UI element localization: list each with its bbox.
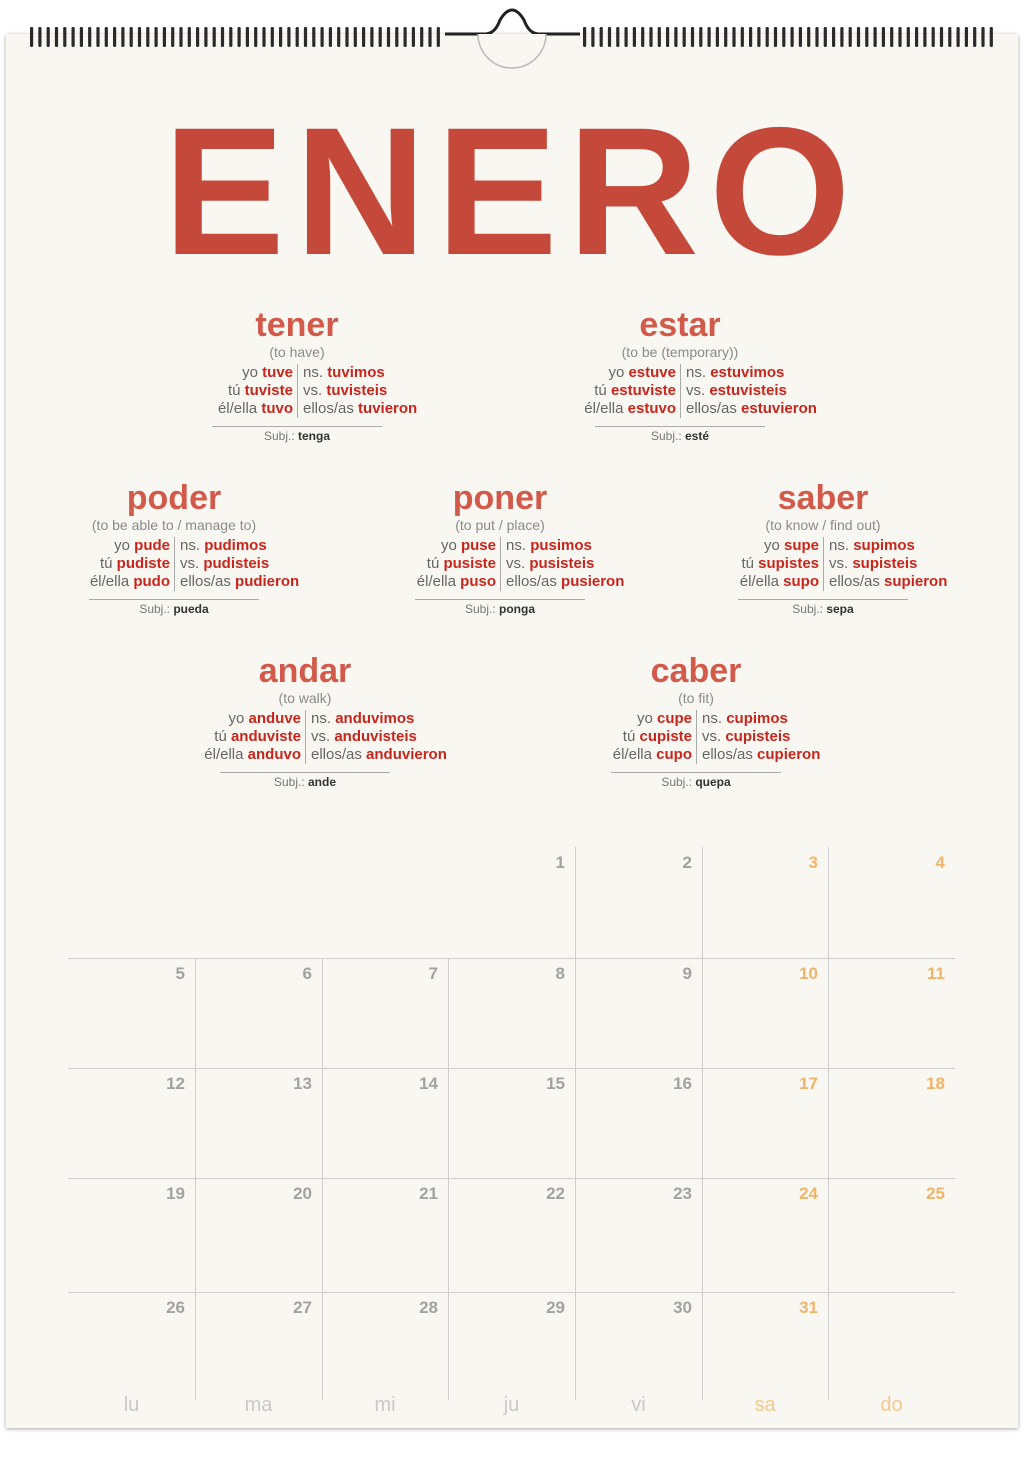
day-cell-number: 15 (546, 1074, 565, 1093)
spiral-coil (874, 27, 877, 47)
spiral-coil (691, 27, 694, 47)
subjunctive-label: Subj.: (273, 775, 305, 789)
subjunctive-label: Subj.: (263, 429, 295, 443)
month-title: ENERO (163, 89, 861, 293)
pronoun: vs. (506, 555, 526, 572)
spiral-coil (38, 27, 41, 47)
spiral-coil (437, 27, 440, 47)
verb-card-saber (643, 480, 1003, 630)
verb-form: supisteis (852, 555, 918, 572)
verb-form: anduve (248, 710, 301, 727)
spiral-coil (683, 27, 686, 47)
subjunctive-divider (89, 599, 259, 600)
weekday-label: do (880, 1394, 903, 1416)
day-cell-number: 8 (555, 964, 565, 983)
verb-form: cupo (656, 746, 692, 763)
pronoun: él/ella (584, 400, 624, 417)
verb-form: puso (460, 573, 496, 590)
spiral-coil (370, 27, 373, 47)
pronoun: vs. (311, 728, 331, 745)
verb-form: pudisteis (203, 555, 270, 572)
spiral-coil (395, 27, 398, 47)
spiral-coil (387, 27, 390, 47)
pronoun: yo (763, 537, 780, 554)
spiral-coil (616, 27, 619, 47)
spiral-coil (204, 27, 207, 47)
verb-meaning: (to have) (269, 344, 325, 360)
day-cell-number: 9 (682, 964, 692, 983)
verb-form: pudiste (116, 555, 170, 572)
verb-form: cupimos (726, 710, 788, 727)
spiral-coil (815, 27, 818, 47)
day-cell-number: 19 (166, 1184, 185, 1203)
spiral-coil (287, 27, 290, 47)
subjunctive-form: ande (308, 775, 337, 789)
spiral-coil (179, 27, 182, 47)
subjunctive (643, 601, 1003, 617)
verb-form: cupe (656, 710, 692, 727)
day-cell-number: 21 (419, 1184, 438, 1203)
spiral-coil (121, 27, 124, 47)
spiral-coil (649, 27, 652, 47)
pronoun: ns. (180, 537, 201, 554)
verb-card-tener (117, 307, 477, 457)
verb-form: pudieron (235, 573, 300, 590)
spiral-coil (404, 27, 407, 47)
spiral-coil (633, 27, 636, 47)
spiral-coil (708, 27, 711, 47)
day-cell-number: 7 (428, 964, 438, 983)
pronoun: ns. (829, 537, 850, 554)
column-divider (297, 364, 298, 418)
verb-form: tuvo (261, 400, 293, 417)
column-divider (696, 710, 697, 764)
subjunctive-label: Subj.: (139, 602, 170, 616)
day-cell-number: 11 (927, 964, 945, 983)
spiral-coil (791, 27, 794, 47)
verb-meaning: (to be (temporary)) (621, 344, 739, 360)
verb-form: tuvieron (358, 400, 418, 417)
subjunctive-divider (220, 772, 390, 773)
spiral-coil (362, 27, 365, 47)
spiral-coil (229, 27, 232, 47)
spiral-coil (30, 27, 33, 47)
pronoun: tú (594, 382, 607, 399)
day-cell-number: 18 (926, 1074, 945, 1093)
pronoun: él/ella (217, 400, 258, 417)
spiral-coil (88, 27, 91, 47)
spiral-coil (304, 27, 307, 47)
day-cell-number: 16 (673, 1074, 692, 1093)
spiral-coil (915, 27, 918, 47)
day-cell-number: 31 (799, 1298, 818, 1317)
verb-card-caber (516, 653, 876, 803)
pronoun: vs. (180, 555, 200, 572)
day-cell-number: 4 (935, 853, 945, 872)
verb-form: anduvieron (366, 746, 447, 763)
spiral-coil (428, 27, 431, 47)
day-cell-number: 6 (302, 964, 312, 983)
pronoun: él/ella (612, 746, 652, 763)
spiral-coil (221, 27, 224, 47)
verb-form: anduviste (230, 728, 301, 745)
spiral-coil (981, 27, 984, 47)
spiral-coil (882, 27, 885, 47)
column-divider (823, 537, 824, 591)
verb-infinitive: poder (126, 479, 222, 517)
spiral-coil (641, 27, 644, 47)
pronoun: tú (99, 555, 113, 572)
spiral-coil (238, 27, 241, 47)
spiral-coil (940, 27, 943, 47)
verb-card-estar (500, 307, 860, 457)
verb-infinitive: caber (650, 652, 742, 690)
pronoun: ns. (311, 710, 332, 727)
spiral-coil (188, 27, 191, 47)
spiral-coil (321, 27, 324, 47)
verb-meaning: (to fit) (678, 690, 714, 706)
verb-meaning: (to put / place) (455, 517, 545, 533)
verb-meaning: (to be able to / manage to) (91, 517, 257, 533)
day-cell-number: 1 (555, 853, 565, 872)
weekday-label: sa (754, 1394, 776, 1416)
pronoun: ellos/as (686, 400, 737, 417)
spiral-coil (898, 27, 901, 47)
day-cell-number: 12 (166, 1074, 185, 1093)
subjunctive-form: sepa (826, 602, 854, 616)
grid-column-line (702, 847, 703, 1400)
verb-card-poner (320, 480, 680, 630)
pronoun: ns. (506, 537, 527, 554)
day-cell-number: 28 (419, 1298, 438, 1317)
spiral-coil (271, 27, 274, 47)
pronoun: vs. (303, 382, 323, 399)
subjunctive-divider (415, 599, 585, 600)
spiral-coil (757, 27, 760, 47)
spiral-coil (957, 27, 960, 47)
pronoun: tú (426, 555, 440, 572)
grid-column-line (195, 958, 196, 1400)
pronoun: él/ella (89, 573, 130, 590)
pronoun: yo (440, 537, 457, 554)
spiral-coil (63, 27, 66, 47)
grid-column-line (448, 958, 449, 1400)
verb-form: estuvisteis (709, 382, 787, 399)
pronoun: yo (114, 537, 130, 554)
verb-infinitive: saber (777, 479, 869, 517)
verb-meaning: (to know / find out) (765, 517, 881, 533)
verb-infinitive: poner (452, 479, 548, 517)
pronoun: ellos/as (506, 573, 557, 590)
spiral-coil (741, 27, 744, 47)
spiral-coil (948, 27, 951, 47)
verb-form: supe (783, 537, 819, 554)
grid-column-line (575, 847, 576, 1400)
day-cell-number: 2 (682, 853, 692, 872)
spiral-coil (420, 27, 423, 47)
subjunctive-label: Subj.: (661, 775, 692, 789)
pronoun: ns. (686, 364, 707, 381)
spiral-coil (699, 27, 702, 47)
grid-column-line (828, 847, 829, 1400)
verb-infinitive: andar (258, 652, 352, 690)
conjugation-row (0, 555, 354, 573)
subjunctive-label: Subj.: (464, 602, 496, 616)
pronoun: vs. (829, 555, 849, 572)
spiral-coil (246, 27, 249, 47)
spiral-coil (279, 27, 282, 47)
subjunctive (0, 601, 354, 617)
pronoun: él/ella (739, 573, 779, 590)
spiral-coil (865, 27, 868, 47)
conjugation-row (0, 573, 354, 591)
verb-form: supieron (884, 573, 948, 590)
spiral-coil (666, 27, 669, 47)
verb-infinitive: estar (639, 306, 721, 344)
pronoun: ns. (303, 364, 324, 381)
pronoun: él/ella (416, 573, 456, 590)
grid-column-line (322, 958, 323, 1400)
grid-row-line (68, 1292, 955, 1293)
pronoun: vs. (686, 382, 706, 399)
subjunctive-divider (212, 426, 382, 427)
verb-form: supistes (758, 555, 819, 572)
day-cell-number: 25 (926, 1184, 945, 1203)
spiral-coil (807, 27, 810, 47)
day-cell-number: 5 (175, 964, 185, 983)
column-divider (305, 710, 306, 764)
spiral-coil (774, 27, 777, 47)
spiral-coil (749, 27, 752, 47)
pronoun: tú (741, 555, 754, 572)
verb-form: pusieron (561, 573, 625, 590)
spiral-coil (345, 27, 348, 47)
verb-form: estuvo (627, 400, 676, 417)
verb-meaning: (to walk) (278, 690, 332, 706)
spiral-coil (138, 27, 141, 47)
day-cell-number: 14 (419, 1074, 438, 1093)
verb-form: cupiste (639, 728, 692, 745)
spiral-coil (608, 27, 611, 47)
conjugation-row (0, 537, 354, 555)
day-cell-number: 13 (293, 1074, 312, 1093)
subjunctive (117, 428, 477, 444)
spiral-coil (824, 27, 827, 47)
spiral-coil (857, 27, 860, 47)
spiral-coil (724, 27, 727, 47)
verb-form: estuviste (610, 382, 676, 399)
verb-form: estuve (628, 364, 676, 381)
verb-form: supo (783, 573, 819, 590)
spiral-coil (412, 27, 415, 47)
spiral-coil (296, 27, 299, 47)
day-cell-number: 27 (293, 1298, 312, 1317)
pronoun: vs. (702, 728, 722, 745)
column-divider (500, 537, 501, 591)
pronoun: ellos/as (311, 746, 362, 763)
subjunctive-form: tenga (298, 429, 331, 443)
subjunctive-label: Subj.: (650, 429, 682, 443)
pronoun: tú (622, 728, 636, 745)
pronoun: ellos/as (303, 400, 354, 417)
spiral-coil (799, 27, 802, 47)
pronoun: yo (608, 364, 625, 381)
verb-form: tuvisteis (326, 382, 388, 399)
pronoun: ellos/as (180, 573, 231, 590)
spiral-coil (96, 27, 99, 47)
verb-form: cupisteis (725, 728, 791, 745)
verb-form: pudimos (204, 537, 267, 554)
spiral-coil (625, 27, 628, 47)
spiral-coil (337, 27, 340, 47)
spiral-coil (832, 27, 835, 47)
spiral-coil (732, 27, 735, 47)
spiral-coil (329, 27, 332, 47)
verb-form: supimos (853, 537, 915, 554)
spiral-coil (196, 27, 199, 47)
weekday-label: mi (374, 1394, 396, 1416)
spiral-coil (782, 27, 785, 47)
spiral-coil (47, 27, 50, 47)
verb-form: anduvimos (335, 710, 415, 727)
subjunctive-divider (595, 426, 765, 427)
spiral-coil (312, 27, 315, 47)
day-cell-number: 29 (546, 1298, 565, 1317)
day-cell-number: 3 (808, 853, 818, 872)
pronoun: yo (242, 364, 258, 381)
subjunctive-form: esté (685, 429, 710, 443)
verb-form: cupieron (757, 746, 821, 763)
spiral-coil (171, 27, 174, 47)
spiral-coil (923, 27, 926, 47)
verb-form: tuve (262, 364, 293, 381)
spiral-coil (965, 27, 968, 47)
spiral-coil (840, 27, 843, 47)
day-cell-number: 26 (166, 1298, 185, 1317)
pronoun: yo (228, 710, 245, 727)
subjunctive (125, 774, 485, 790)
spiral-coil (254, 27, 257, 47)
pronoun: él/ella (204, 746, 244, 763)
pronoun: tú (214, 728, 227, 745)
verb-form: pudo (133, 573, 170, 590)
spiral-coil (262, 27, 265, 47)
day-cell-number: 20 (293, 1184, 312, 1203)
spiral-coil (907, 27, 910, 47)
subjunctive-divider (738, 599, 908, 600)
spiral-coil (80, 27, 83, 47)
spiral-coil (658, 27, 661, 47)
spiral-coil (354, 27, 357, 47)
day-cell-number: 17 (799, 1074, 818, 1093)
subjunctive-form: pueda (173, 602, 209, 616)
spiral-coil (105, 27, 108, 47)
spiral-coil (766, 27, 769, 47)
verb-form: pusiste (443, 555, 496, 572)
spiral-coil (990, 27, 993, 47)
subjunctive-form: ponga (499, 602, 536, 616)
spiral-coil (163, 27, 166, 47)
verb-card-poder (0, 480, 354, 630)
day-cell-number: 30 (673, 1298, 692, 1317)
day-cell-number: 23 (673, 1184, 692, 1203)
hanger-hole (478, 34, 546, 68)
column-divider (680, 364, 681, 418)
column-divider (174, 537, 175, 591)
weekday-label: lu (123, 1394, 140, 1416)
subjunctive (320, 601, 680, 617)
weekday-label: ma (244, 1394, 273, 1416)
grid-row-line (68, 958, 955, 959)
verb-form: estuvieron (741, 400, 817, 417)
spiral-coil (113, 27, 116, 47)
spiral-coil (973, 27, 976, 47)
pronoun: ellos/as (829, 573, 880, 590)
subjunctive-divider (611, 772, 781, 773)
spiral-coil (379, 27, 382, 47)
pronoun: yo (636, 710, 653, 727)
verb-form: pude (134, 537, 170, 554)
spiral-coil (583, 27, 586, 47)
verb-form: tuviste (244, 382, 293, 399)
spiral-coil (146, 27, 149, 47)
spiral-coil (890, 27, 893, 47)
spiral-coil (932, 27, 935, 47)
spiral-coil (213, 27, 216, 47)
spiral-binding (0, 0, 1024, 70)
day-cell-number: 24 (799, 1184, 818, 1203)
spiral-coil (849, 27, 852, 47)
subjunctive (500, 428, 860, 444)
pronoun: ellos/as (702, 746, 753, 763)
grid-row-line (68, 1068, 955, 1069)
subjunctive-form: quepa (695, 775, 731, 789)
spiral-coil (55, 27, 58, 47)
spiral-coil (72, 27, 75, 47)
verb-card-andar (125, 653, 485, 803)
day-cell-number: 10 (799, 964, 818, 983)
spiral-coil (155, 27, 158, 47)
spiral-coil (591, 27, 594, 47)
weekday-label: vi (631, 1394, 646, 1416)
weekday-label: ju (503, 1394, 520, 1416)
verb-form: anduvisteis (334, 728, 417, 745)
spiral-coil (716, 27, 719, 47)
day-cell-number: 22 (546, 1184, 565, 1203)
grid-row-line (68, 1178, 955, 1179)
subjunctive (516, 774, 876, 790)
verb-form: estuvimos (710, 364, 785, 381)
verb-form: pusisteis (529, 555, 595, 572)
spiral-coil (674, 27, 677, 47)
verb-form: puse (460, 537, 496, 554)
spiral-coil (130, 27, 133, 47)
pronoun: ns. (702, 710, 723, 727)
subjunctive-label: Subj.: (792, 602, 823, 616)
verb-form: anduvo (247, 746, 301, 763)
spiral-coil (600, 27, 603, 47)
verb-infinitive: tener (255, 306, 339, 344)
pronoun: tú (227, 382, 241, 399)
verb-form: tuvimos (327, 364, 385, 381)
verb-form: pusimos (530, 537, 592, 554)
